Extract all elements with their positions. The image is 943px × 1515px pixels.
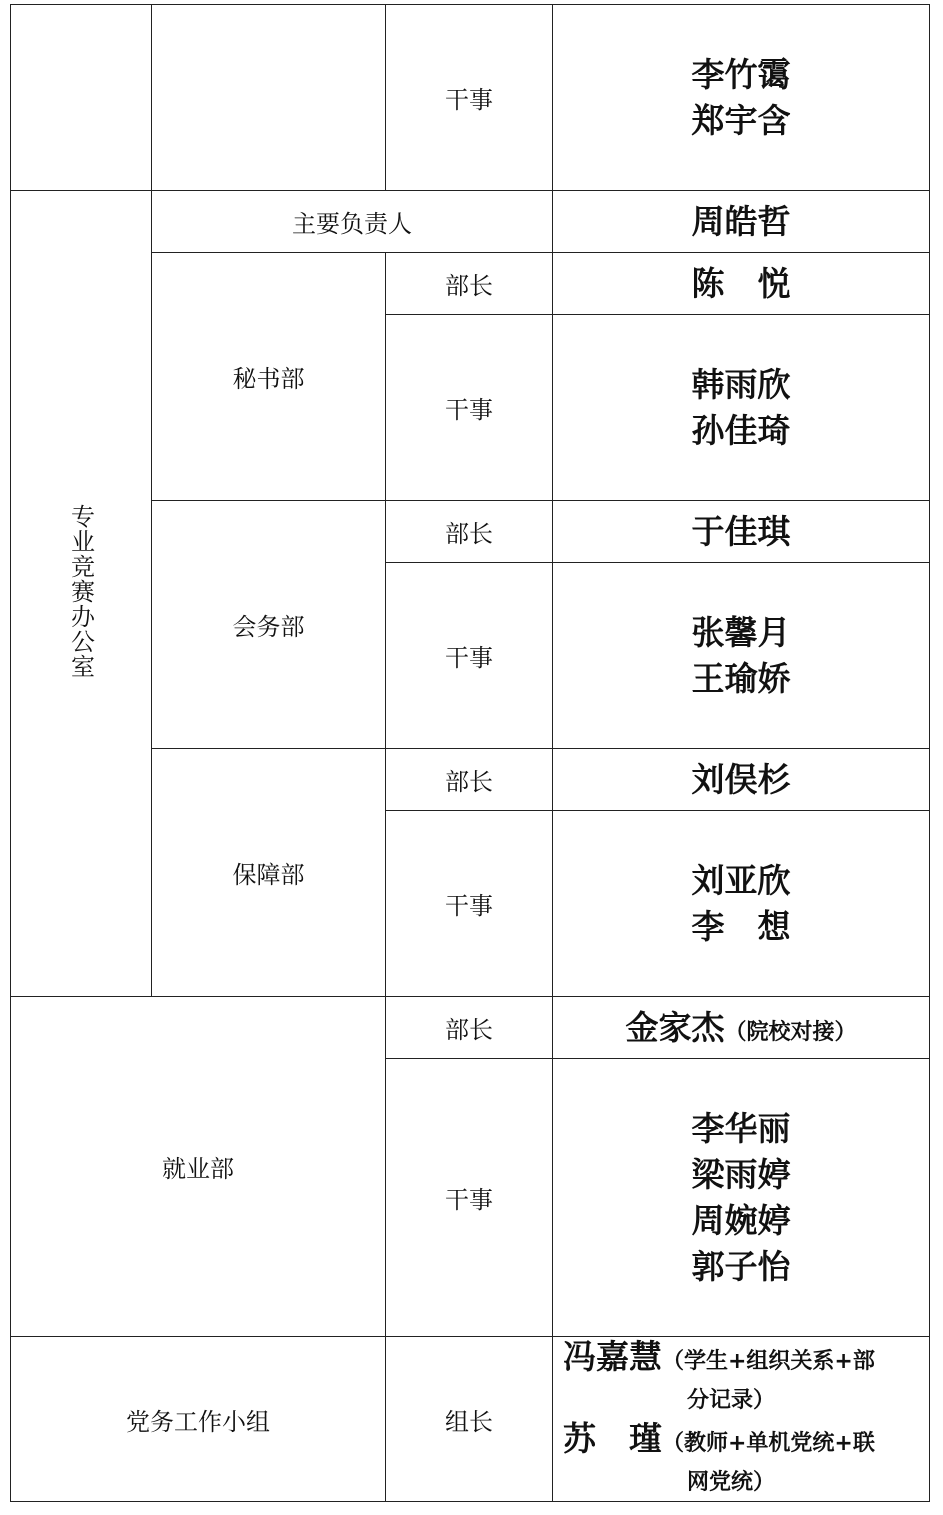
- person-note: （学生+组织关系+部: [662, 1349, 875, 1374]
- person-name: 张馨月: [691, 612, 791, 652]
- person-name: 孙佳琦: [691, 410, 791, 450]
- role-cell: 干事: [386, 1059, 553, 1337]
- role-cell: 组长: [386, 1337, 553, 1502]
- person-note: （教师+单机党统+联: [662, 1431, 875, 1456]
- person-name: 周婉婷: [691, 1200, 791, 1240]
- person-name: 刘亚欣: [691, 860, 791, 900]
- names-cell: [553, 811, 930, 997]
- head-name-cell: [553, 997, 930, 1059]
- person-name: 梁雨婷: [691, 1154, 791, 1194]
- role-cell: 部长: [386, 997, 553, 1059]
- person-name: 李竹霭: [691, 54, 791, 94]
- office-name-cell: [11, 191, 152, 997]
- table-row: [11, 997, 930, 1059]
- role-cell: 部长: [386, 749, 553, 811]
- person-note-cont: 分记录）: [687, 1388, 776, 1413]
- names-cell: [553, 5, 930, 191]
- role-cell: 部长: [386, 501, 553, 563]
- table-row: [11, 191, 930, 253]
- empty-cell: [11, 5, 152, 191]
- dept-name-cell: 秘书部: [152, 253, 386, 501]
- leader-entry: [563, 1337, 929, 1419]
- party-leaders-cell: [553, 1337, 930, 1502]
- office-name: 专业竞赛办公室: [66, 504, 95, 679]
- empty-cell: [152, 5, 386, 191]
- role-cell: 干事: [386, 5, 553, 191]
- person-name: 苏 瑾: [563, 1419, 662, 1458]
- lead-name-cell: 周皓哲: [553, 191, 930, 253]
- head-name: 金家杰: [625, 1007, 725, 1047]
- role-cell: 干事: [386, 315, 553, 501]
- org-table: [10, 4, 930, 1502]
- role-cell: 干事: [386, 811, 553, 997]
- table-row: [11, 1337, 930, 1502]
- role-cell: 部长: [386, 253, 553, 315]
- names-cell: [553, 315, 930, 501]
- lead-label-cell: 主要负责人: [152, 191, 553, 253]
- person-name: 李 想: [691, 906, 791, 946]
- head-name-cell: 刘俣杉: [553, 749, 930, 811]
- head-name-cell: 陈 悦: [553, 253, 930, 315]
- person-name: 李华丽: [691, 1108, 791, 1148]
- names-cell: [553, 563, 930, 749]
- person-name: 郑宇含: [691, 100, 791, 140]
- table-row: [11, 5, 930, 191]
- person-note-cont: 网党统）: [687, 1470, 776, 1495]
- dept-name-cell: 保障部: [152, 749, 386, 997]
- person-name: 冯嘉慧: [563, 1337, 662, 1376]
- role-cell: 干事: [386, 563, 553, 749]
- person-name: 王瑜娇: [691, 658, 791, 698]
- person-name: 郭子怡: [691, 1246, 791, 1286]
- leader-entry: [563, 1419, 929, 1501]
- dept-name-cell: 会务部: [152, 501, 386, 749]
- head-name-cell: 于佳琪: [553, 501, 930, 563]
- head-note: （院校对接）: [724, 1019, 857, 1045]
- dept-name-cell: 就业部: [11, 997, 386, 1337]
- group-name-cell: 党务工作小组: [11, 1337, 386, 1502]
- person-name: 韩雨欣: [691, 364, 791, 404]
- names-cell: [553, 1059, 930, 1337]
